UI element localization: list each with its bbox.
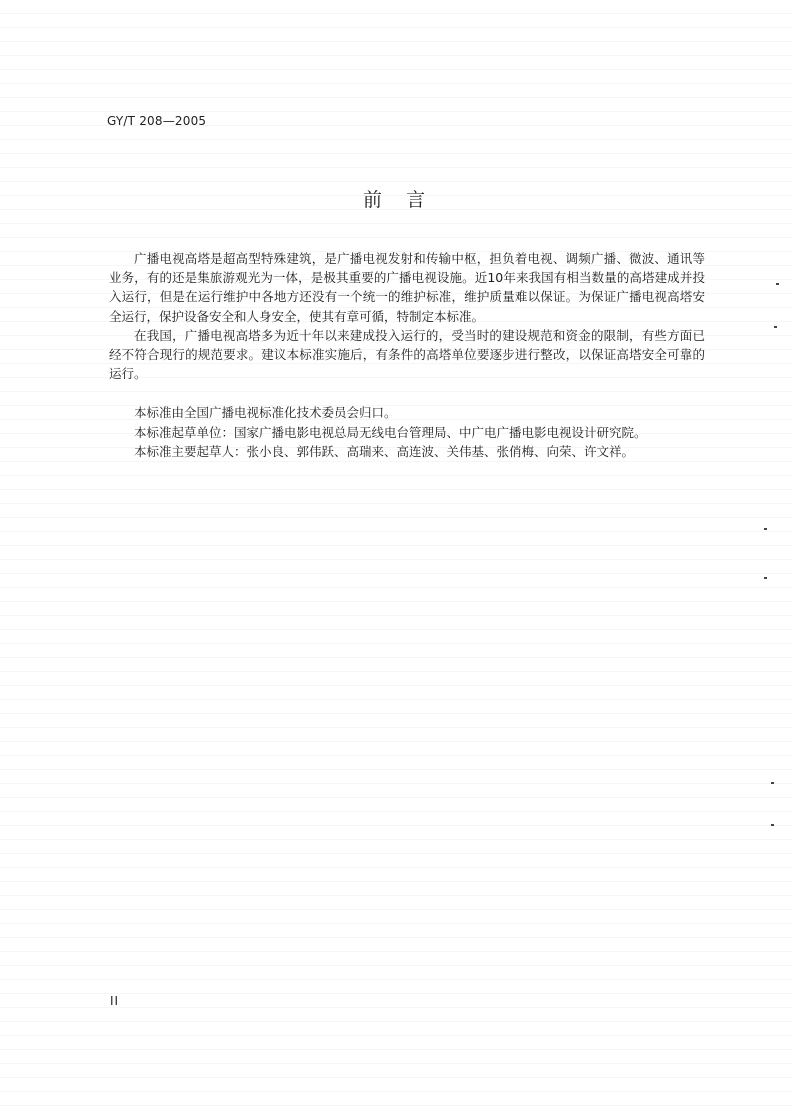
section-title: 前 言 — [363, 189, 426, 211]
paragraph-2: 在我国，广播电视高塔多为近十年以来建成投入运行的，受当时的建设规范和资金的限制，有些方面已经不符合现行的规范要求。建议本标准实施后，有条件的高塔单位要逐步进行整改，以保证高塔安全可靠的运行。 — [109, 328, 705, 382]
scan-speck — [771, 782, 774, 784]
scan-speck — [774, 326, 777, 328]
scan-speck — [764, 528, 767, 530]
paragraph-1: 广播电视高塔是超高型特殊建筑，是广播电视发射和传输中枢，担负着电视、调频广播、微波、通讯等业务，有的还是集旅游观光为一体，是极其重要的广播电视设施。近10年来我国有相当数量的高塔建成并投入运行，但是在运行维护中各地方还没有一个统一的维护标准，维护质量难以保证。为保证广播电视高塔安全运行，保护设备安全和人身安全，使其有章可循，特制定本标准。 — [109, 251, 705, 324]
paragraph-1-block — [109, 249, 705, 326]
paragraph-2-block — [109, 326, 705, 384]
standard-code: GY/T 208—2005 — [107, 114, 207, 128]
info-line-drafters: 本标准主要起草人：张小良、郭伟跃、高瑞来、高连波、关伟基、张俏梅、向荣、许文祥。 — [134, 444, 635, 459]
info-line-drafting-units: 本标准起草单位：国家广播电影电视总局无线电台管理局、中广电广播电影电视设计研究院。 — [134, 424, 647, 440]
scan-speck — [776, 283, 779, 285]
standard-info — [134, 403, 647, 462]
scan-speck — [764, 577, 767, 579]
page-number: II — [110, 994, 120, 1008]
info-line-centralized: 本标准由全国广播电视标准化技术委员会归口。 — [134, 405, 397, 420]
scan-speck — [771, 824, 774, 826]
